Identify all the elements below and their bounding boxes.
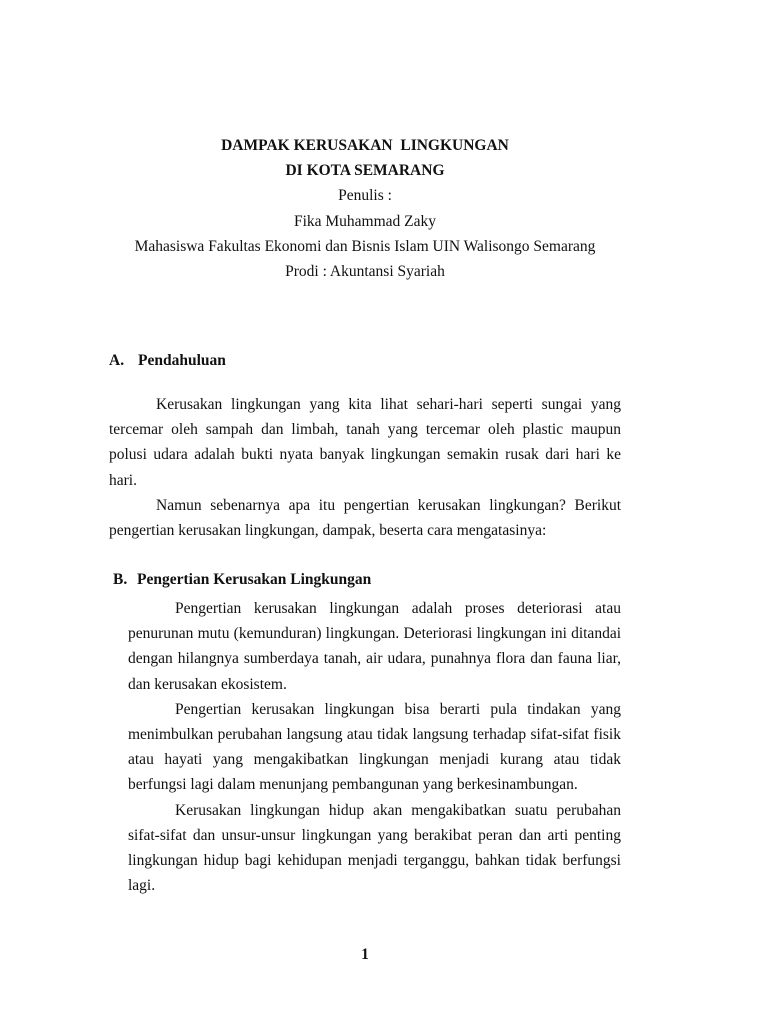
document-title-line-1: DAMPAK KERUSAKAN LINGKUNGAN	[221, 137, 509, 154]
section-b-title: Pengertian Kerusakan Lingkungan	[137, 571, 372, 588]
section-b-paragraph-2	[128, 697, 621, 798]
paragraph-line: lagi.	[128, 877, 156, 895]
section-b-paragraph-1	[128, 596, 621, 697]
author-name: Fika Muhammad Zaky	[293, 212, 437, 230]
section-a-heading	[109, 348, 226, 373]
paragraph-line: tercemar oleh sampah dan limbah, tanah yang tercemar oleh plastic maupun	[109, 421, 621, 439]
paragraph-line: penurunan mutu (kemunduran) lingkungan. Deteriorasi lingkungan ini ditandai	[128, 625, 621, 643]
paragraph-line: sifat-sifat dan unsur-unsur lingkungan yang berakibat peran dan arti penting	[128, 826, 621, 844]
section-b-label: B.	[113, 571, 128, 588]
paragraph-line: berfungsi lagi dalam menunjang pembangunan yang berkesinambungan.	[128, 776, 578, 794]
paragraph-line: lingkungan hidup bagi kehidupan menjadi terganggu, bahkan tidak berfungsi	[128, 851, 621, 869]
study-program: Prodi : Akuntansi Syariah	[285, 262, 445, 280]
document-title-line-2: DI KOTA SEMARANG	[285, 162, 445, 180]
section-b-body	[128, 596, 621, 898]
section-a-title: Pendahuluan	[138, 352, 226, 369]
section-a-label: A.	[109, 352, 125, 369]
author-label: Penulis :	[338, 187, 392, 205]
paragraph-line: Kerusakan lingkungan hidup akan mengakibatkan suatu perubahan	[175, 801, 621, 819]
title-block	[109, 133, 621, 284]
section-a-paragraph-2	[109, 493, 621, 543]
section-b-paragraph-3	[128, 798, 621, 899]
paragraph-line: Pengertian kerusakan lingkungan adalah proses deteriorasi atau	[175, 600, 621, 617]
author-affiliation: Mahasiswa Fakultas Ekonomi dan Bisnis Islam UIN Walisongo Semarang	[134, 237, 596, 255]
paragraph-line: hari.	[109, 471, 137, 489]
paragraph-line: dan kerusakan ekosistem.	[128, 675, 287, 693]
section-b-heading	[113, 567, 371, 592]
section-a-body	[109, 392, 621, 543]
paragraph-line: dengan hilangnya sumberdaya tanah, air udara, punahnya flora dan fauna liar,	[128, 650, 621, 668]
section-a-paragraph-1	[109, 392, 621, 493]
paragraph-line: pengertian kerusakan lingkungan, dampak, beserta cara mengatasinya:	[109, 521, 547, 539]
paragraph-line: Pengertian kerusakan lingkungan bisa berarti pula tindakan yang	[175, 700, 621, 718]
paragraph-line: menimbulkan perubahan langsung atau tidak langsung terhadap sifat-sifat fisik	[128, 725, 621, 743]
paragraph-line: Namun sebenarnya apa itu pengertian kerusakan lingkungan? Berikut	[156, 496, 621, 514]
paragraph-line: polusi udara adalah bukti nyata banyak lingkungan semakin rusak dari hari ke	[109, 446, 621, 464]
paragraph-line: atau hayati yang mengakibatkan lingkungan menjadi kurang atau tidak	[128, 751, 621, 769]
paragraph-line: Kerusakan lingkungan yang kita lihat sehari-hari seperti sungai yang	[156, 396, 621, 413]
page-number: 1	[361, 946, 369, 963]
